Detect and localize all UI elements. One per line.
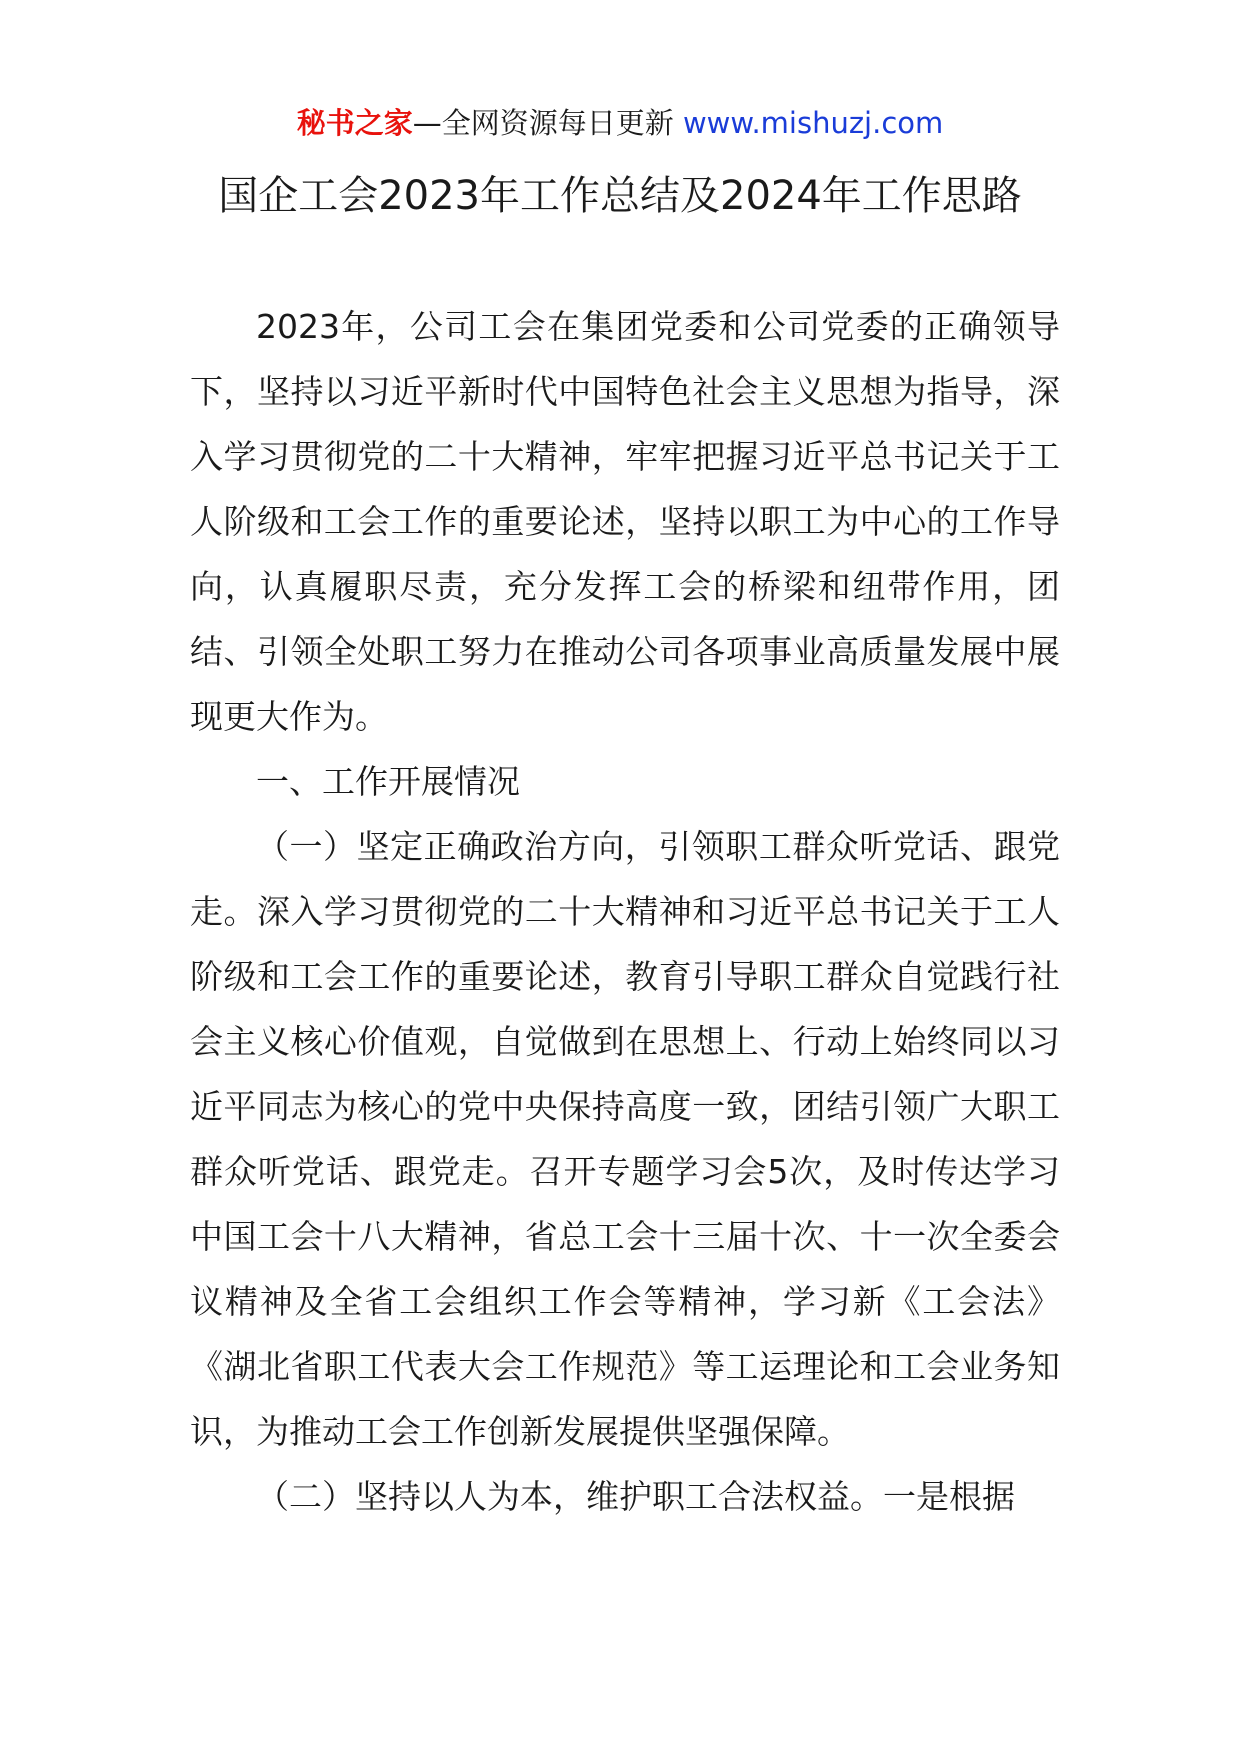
header-slogan: —全网资源每日更新 [412,106,683,140]
document-body [190,294,1060,1529]
site-header [0,103,1240,143]
section-paragraph-1: （一）坚定正确政治方向，引领职工群众听党话、跟党走。深入学习贯彻党的二十大精神和习近平总书记关于工人阶级和工会工作的重要论述，教育引导职工群众自觉践行社会主义核心价值观，自觉做到在思想上、行动上始终同以习近平同志为核心的党中央保持高度一致，团结引领广大职工群众听党话、跟党走。召开专题学习会5次，及时传达学习中国工会十八大精神，省总工会十三届十次、十一次全委会议精神及全省工会组织工作会等精神，学习新《工会法》《湖北省职工代表大会工作规范》等工运理论和工会业务知识，为推动工会工作创新发展提供坚强保障。 [190,827,1060,1451]
section-heading: 一、工作开展情况 [256,762,520,801]
brand-name: 秘书之家 [296,106,413,140]
section-paragraph-2: （二）坚持以人为本，维护职工合法权益。一是根据 [256,1477,1015,1516]
intro-paragraph: 2023年，公司工会在集团党委和公司党委的正确领导下，坚持以习近平新时代中国特色社会主义思想为指导，深入学习贯彻党的二十大精神，牢牢把握习近平总书记关于工人阶级和工会工作的重要论述，坚持以职工为中心的工作导向，认真履职尽责，充分发挥工会的桥梁和纽带作用，团结、引领全处职工努力在推动公司各项事业高质量发展中展现更大作为。 [190,307,1060,736]
document-title: 国企工会2023年工作总结及2024年工作思路 [218,173,1022,219]
site-url-link[interactable]: www.mishuzj.com [682,106,944,140]
